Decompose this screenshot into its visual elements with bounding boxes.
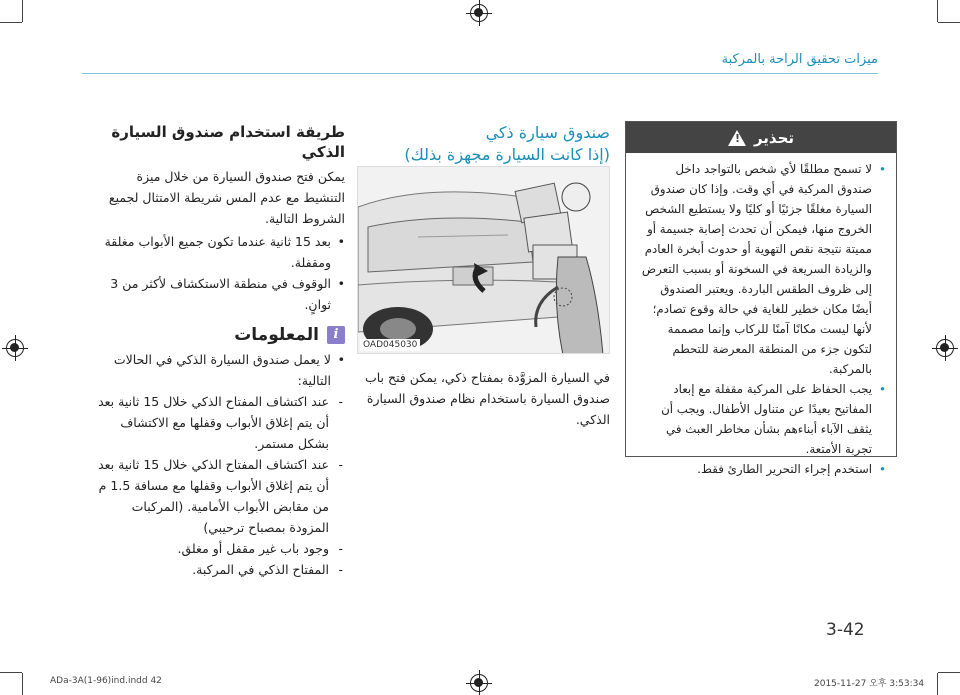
intro-paragraph: يمكن فتح صندوق السيارة من خلال ميزة التنشيط مع عدم المس شريطة الامتثال لجميع الشروط التالية. <box>108 169 345 226</box>
smart-trunk-heading: صندوق سيارة ذكي <box>485 123 610 142</box>
conditions-list <box>93 231 345 315</box>
info-sublist <box>93 391 345 580</box>
list-item: • لا تسمح مطلقًا لأي شخص بالتواجد داخل صندوق المركبة في أي وقت. وإذا كان صندوق السيارة مغلقًا جزئيًا أو كليًا ولا يستطيع الشخص الخروج منها، فيمكن أن تحدث إصابة جسيمة أو مميتة نتيجة نقص التهوية أو حدوث أبخرة العادم والزيادة السريعة في السخونة أو بسبب التعرض إلى ظروف الطقس الباردة. ويعتبر الصندوق أيضًا مكان خطير للغاية في حالة وقوع تصادم؛ لأنها ليست مكانًا آمنًا للركاب وإنما مصممة لتكون جزء من المنطقة المعرضة للتحطم بالمركبة. <box>638 159 886 379</box>
registration-mark-icon <box>6 339 24 357</box>
car-trunk-drawing <box>358 167 610 354</box>
warning-body <box>626 153 896 485</box>
info-list <box>93 349 345 391</box>
warning-box <box>625 121 897 476</box>
list-item: • لا يعمل صندوق السيارة الذكي في الحالات التالية: <box>93 349 345 391</box>
figure-code: OAD045030 <box>360 339 420 351</box>
registration-mark-icon <box>470 4 488 22</box>
warning-list <box>638 159 886 479</box>
list-item: • بعد 15 ثانية عندما تكون جميع الأبواب مغلقة ومقفلة. <box>93 231 345 273</box>
section-title: ميزات تحقيق الراحة بالمركبة <box>721 52 878 67</box>
crop-mark <box>22 0 23 22</box>
info-title: المعلومات <box>234 325 319 345</box>
section-heading: طريقة استخدام صندوق السيارة الذكي <box>111 123 345 161</box>
registration-mark-icon <box>470 674 488 692</box>
crop-mark <box>938 22 960 23</box>
crop-mark <box>938 672 960 673</box>
smart-trunk-subheading: (إذا كانت السيارة مجهزة بذلك) <box>404 145 610 164</box>
list-item: • الوقوف في منطقة الاستكشاف لأكثر من 3 ثوانٍ. <box>93 273 345 315</box>
crop-mark <box>22 673 23 695</box>
list-item: • استخدم إجراء التحرير الطارئ فقط. <box>638 459 886 479</box>
list-item: - عند اكتشاف المفتاح الذكي خلال 15 ثانية بعد أن يتم إغلاق الأبواب وقفلها مع الاكتشاف بشكل مستمر. <box>93 391 345 454</box>
crop-mark <box>0 672 22 673</box>
registration-mark-icon <box>936 339 954 357</box>
warning-header <box>626 122 896 153</box>
page-number: 3-42 <box>826 620 865 640</box>
info-icon: i <box>327 326 345 344</box>
smart-trunk-illustration <box>357 166 610 354</box>
list-item: - عند اكتشاف المفتاح الذكي خلال 15 ثانية بعد أن يتم إغلاق الأبواب وقفلها مع مسافة 1.5 م من مقابض الأبواب الأمامية. (المركبات المزودة بمصباح ترحيبي) <box>93 454 345 538</box>
list-item: - المفتاح الذكي في المركبة. <box>93 559 345 580</box>
list-item: • يجب الحفاظ على المركبة مقفلة مع إبعاد المفاتيح بعيدًا عن متناول الأطفال. ويجب أن يثقف الآباء أبناءهم بشأن مخاطر العبث في تجربة الأمتعة. <box>638 379 886 459</box>
crop-mark <box>0 22 22 23</box>
info-header <box>93 325 345 345</box>
smart-trunk-paragraph: في السيارة المزوَّدة بمفتاح ذكي، يمكن فتح باب صندوق السيارة باستخدام نظام صندوق السيارة الذكي. <box>364 370 610 427</box>
footer-timestamp: 2015-11-27 오후 3:53:34 <box>814 679 925 689</box>
list-item: - وجود باب غير مقفل أو مغلق. <box>93 538 345 559</box>
header-rule <box>82 73 878 74</box>
middle-heading <box>357 122 610 166</box>
warning-title: تحذير <box>753 128 795 147</box>
crop-mark <box>937 0 938 22</box>
crop-mark <box>937 673 938 695</box>
warning-triangle-icon: ! <box>728 130 746 146</box>
right-column <box>93 122 345 580</box>
footer-file-info: ADa-3A(1-96)ind.indd 42 <box>50 676 162 686</box>
